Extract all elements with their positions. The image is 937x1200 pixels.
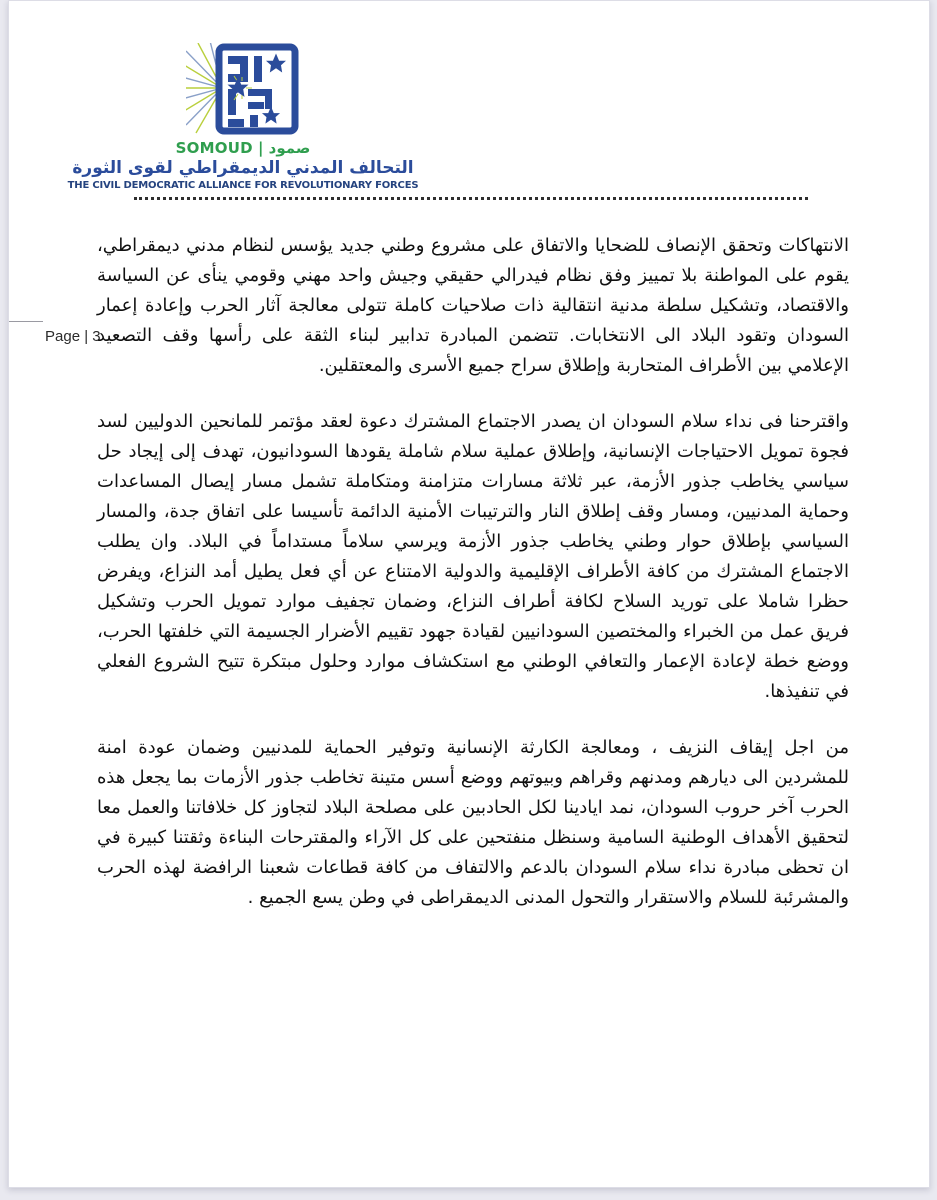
somoud-emblem-icon: [186, 43, 301, 135]
paragraph-peace-call-proposal: واقترحنا فى نداء سلام السودان ان يصدر الاجتماع المشترك دعوة لعقد مؤتمر للمانحين الدوليين لسد فجوة تمويل الاحتياجات الإنسانية، وإطلاق عملية سلام شاملة يقودها السودانيون، تهدف إلى إيجاد حل سياسي يخاطب جذور الأزمة، عبر ثلاثة مسارات متزامنة ومتكاملة تشمل مسار إيصال المساعدات وحماية المدنيين، ومسار وقف إطلاق النار والترتيبات الأمنية الدائمة تأسيسا على اتفاق جدة، والمسار السياسي بإطلاق حوار وطني يخاطب جذور الأزمة ويرسي سلاماً مستداماً في البلاد. وان يطلب الاجتماع المشترك من كافة الأطراف الإقليمية والدولية الامتناع عن أي فعل يطيل أمد النزاع، ويفرض حظرا شاملا على توريد السلاح لكافة أطراف النزاع، وضمان تجفيف موارد تمويل الحرب وتشكيل فريق عمل من الخبراء والمختصين السودانيين لقيادة جهود تقييم الأضرار الجسيمة التي خلفتها الحرب، ووضع خطة لإعادة الإعمار والتعافي الوطني مع استكشاف موارد وحلول مبتكرة تتيح الشروع الفعلي في تنفيذها.: [97, 411, 849, 702]
page-number-label: Page | 3: [45, 328, 101, 345]
alliance-name-english: THE CIVIL DEMOCRATIC ALLIANCE FOR REVOLUTIONARY FORCES: [67, 180, 419, 191]
page-number-rule: [9, 321, 43, 322]
organization-logo-block: [53, 1, 433, 191]
paragraph-initiative-goals: الانتهاكات وتحقق الإنصاف للضحايا والاتفاق على مشروع وطني جديد يؤسس لنظام مدني ديمقراطي، يقوم على المواطنة بلا تمييز وفق نظام فيدرالي حقيقي وجيش واحد مهني وقومي ينأى عن السياسة والاقتصاد، وتشكيل سلطة مدنية انتقالية ذات صلاحيات كاملة تتولى معالجة آثار الحرب وإعادة إعمار السودان وتقود البلاد الى الانتخابات. تتضمن المبادرة تدابير لبناء الثقة على رأسها وقف التصعيد الإعلامي بين الأطراف المتحاربة وإطلاق سراح جميع الأسرى والمعتقلين.: [97, 235, 849, 376]
dotted-separator-rule: [134, 193, 808, 200]
brand-name: صمود | SOMOUD: [175, 139, 311, 157]
paragraph-closing-appeal: من اجل إيقاف النزيف ، ومعالجة الكارثة الإنسانية وتوفير الحماية للمدنيين وضمان عودة امنة للمشردين الى ديارهم ومدنهم وقراهم وبيوتهم ووضع أسس متينة تخاطب جذور الأزمات بما يجعل هذه الحرب آخر حروب السودان، نمد ايادينا لكل الحادبين على مصلحة البلاد لتجاوز كل خلافاتنا والعمل معا لتحقيق الأهداف الوطنية السامية وسنظل منفتحين على كل الآراء والمقترحات البناءة وثقتنا كبيرة في ان تحظى مبادرة نداء سلام السودان بالدعم والالتفاف من كافة قطاعات شعبنا الرافضة لهذه الحرب والمشرئبة للسلام والاستقرار والتحول المدنى الديمقراطى في وطن يسع الجميع .: [97, 737, 849, 908]
document-body: [97, 231, 849, 939]
document-page: [8, 0, 930, 1188]
alliance-name-arabic: التحالف المدني الديمقراطي لقوى الثورة: [72, 158, 414, 178]
